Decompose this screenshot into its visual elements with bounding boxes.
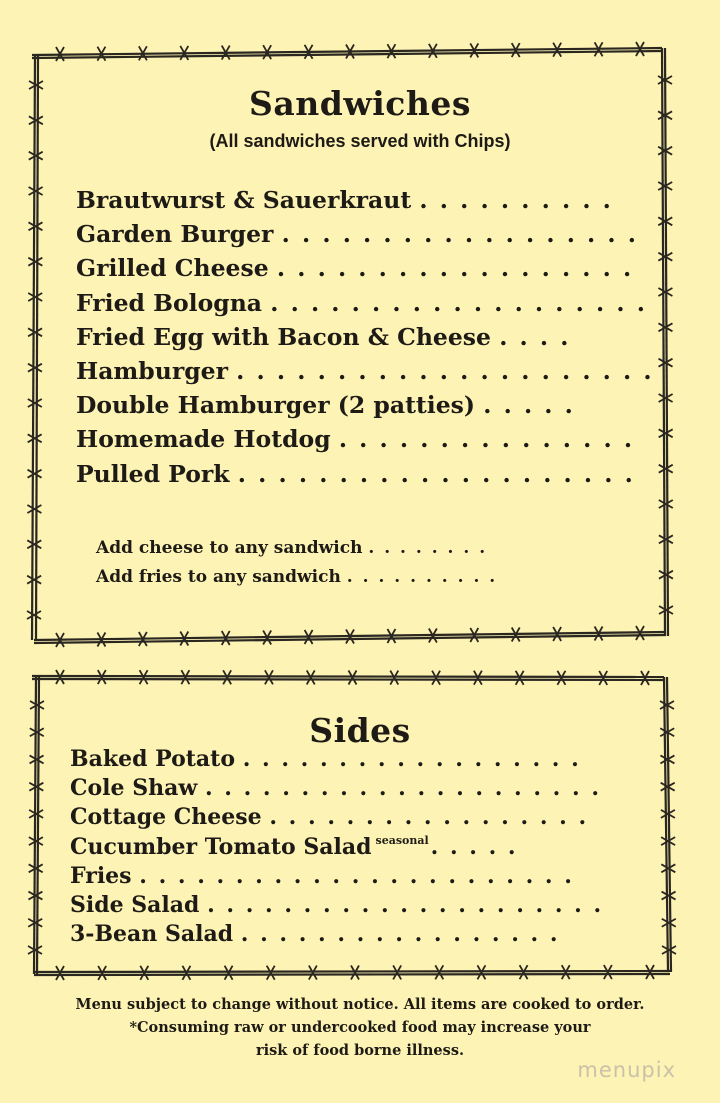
barb [28,434,42,442]
barb [659,429,673,437]
menu-item-name: Hamburger [76,357,228,385]
barb [659,606,673,614]
dot-leader: . . . . . . . . . . [346,567,498,587]
dot-leader: . . . . . . . . . . . . . . . . . . . . . [207,892,604,918]
barb [662,919,676,927]
menu-item [76,460,635,488]
barb [28,470,42,478]
barb [659,500,673,508]
menu-item-name: Baked Potato [70,746,236,772]
barb [30,701,44,709]
barb [662,892,676,900]
menu-item [76,391,575,419]
dot-leader: . . . . . . . . . . . . . . . [338,425,635,454]
menu-item-name: Add cheese to any sandwich [96,538,363,558]
section-title: Sandwiches [249,84,471,123]
dot-leader: . . . . . . . . . . . . . . . . . . . . . [204,775,601,802]
dot-leader: . . . . [499,322,571,351]
menu-item [76,254,633,282]
barb [27,540,41,548]
menu-item [70,863,574,889]
barb [28,364,42,372]
dot-leader: . . . . . . . . . . . . . . . . . . [242,746,581,772]
menu-item-name: Brautwurst & Sauerkraut [76,186,412,214]
menu-item-name: Pulled Pork [76,459,230,488]
menu-item-name: Cucumber Tomato Salad [70,833,372,860]
menu-item [96,567,497,587]
dot-leader: . . . . . [430,833,518,860]
menu-item [76,323,570,351]
menu-item-name: Garden Burger [76,220,274,249]
menu-item [70,775,601,801]
menu-item-name: Double Hamburger (2 patties) [76,391,476,420]
barb [659,535,673,543]
dot-leader: . . . . . . . . . . . . . . . . . . . . . [236,357,654,385]
section-subtitle: (All sandwiches served with Chips) [209,131,511,151]
sides-section [0,660,720,990]
barb [28,328,42,336]
menu-item [76,186,613,214]
menu-item-name: Side Salad [70,892,200,918]
dot-leader: . . . . . . . . . . . . . . . . . . [276,254,634,283]
section-title: Sides [309,711,411,750]
menu-item-name: Cole Shaw [70,775,198,802]
barb [28,293,42,301]
barb [662,946,676,954]
menu-item [70,892,603,918]
menu-item [76,425,634,453]
dot-leader: . . . . . . . . . . . . . . . . . [269,804,589,831]
menu-item [76,357,654,385]
barb [27,505,41,513]
barb [659,465,673,473]
menu-item-name: Fried Bologna [76,288,263,317]
barb [29,152,43,160]
dot-leader: . . . . . . . . . . . . . . . . . [240,921,560,948]
dot-leader: . . . . . . . . . . [419,186,613,214]
footer-line-1: Menu subject to change without notice. All items are cooked to order. [75,996,645,1013]
barb [28,222,42,230]
dot-leader: . . . . . . . . . . . . . . . . . . . . . . . [139,862,574,889]
menu-item-name: Fries [70,862,132,889]
barb [28,258,42,266]
menu-item [76,220,638,248]
footer-line-2: *Consuming raw or undercooked food may increase your [129,1019,591,1036]
barb [28,399,42,407]
seasonal-note: seasonal [375,833,429,847]
menu-item-name: 3-Bean Salad [70,921,234,948]
dot-leader: . . . . . . . . . . . . . . . . . . . [270,288,647,317]
dot-leader: . . . . . . . . [368,538,488,558]
menu-item [70,921,560,947]
dot-leader: . . . . . . . . . . . . . . . . . . [281,220,638,249]
barb [27,576,41,584]
menu-item-name: Homemade Hotdog [76,425,331,454]
barb [659,394,673,402]
menu-item-name: Add fries to any sandwich [96,567,341,587]
menu-item-name: Cottage Cheese [70,804,262,831]
watermark: menupix [577,1058,676,1082]
menu-item [70,804,588,830]
menu-item-name: Fried Egg with Bacon & Cheese [76,322,491,351]
barb [29,187,43,195]
footer-line-3: risk of food borne illness. [255,1042,465,1059]
menu-item-name: Grilled Cheese [76,254,269,283]
menu-item [76,289,647,317]
barb [659,571,673,579]
dot-leader: . . . . . [483,391,575,420]
dot-leader: . . . . . . . . . . . . . . . . . . . . [237,459,635,488]
menu-item [96,538,487,558]
menu-item [70,834,518,860]
menu-item [70,746,581,772]
barb [661,864,675,872]
barb [27,611,41,619]
